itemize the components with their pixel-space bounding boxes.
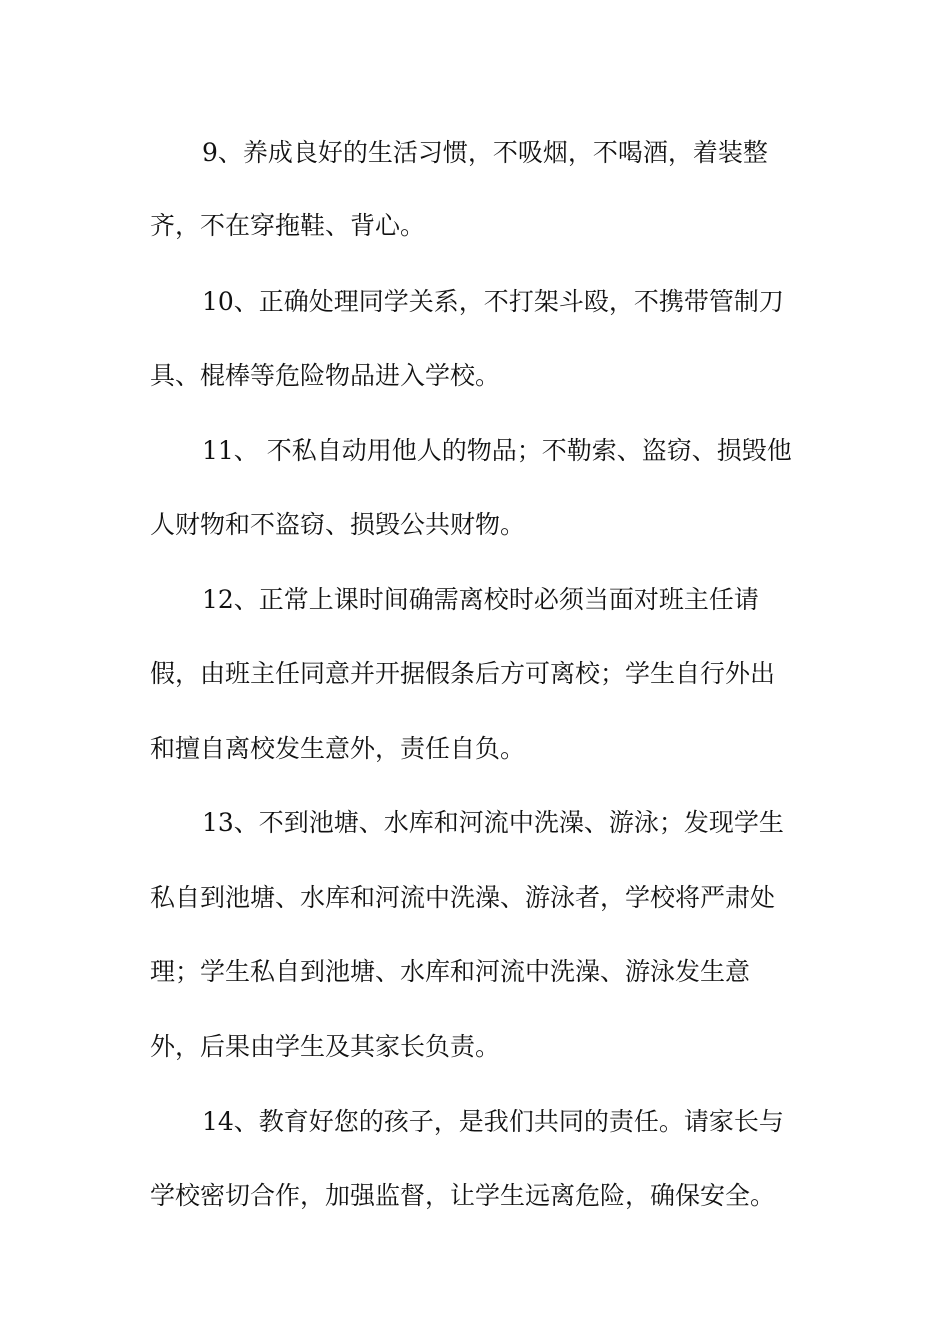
paragraph-13-line-4: 外，后果由学生及其家长负责。	[150, 1032, 501, 1061]
paragraph-12-line-1: 12、正常上课时间确需离校时必须当面对班主任请	[202, 585, 759, 614]
paragraph-9-line-2: 齐，不在穿拖鞋、背心。	[150, 211, 426, 240]
paragraph-10-line-1: 10、正确处理同学关系，不打架斗殴，不携带管制刀	[202, 287, 784, 316]
paragraph-14-line-2: 学校密切合作，加强监督，让学生远离危险，确保安全。	[150, 1181, 776, 1210]
paragraph-9-line-1: 9、养成良好的生活习惯，不吸烟，不喝酒，着装整	[202, 138, 768, 167]
paragraph-13-line-2: 私自到池塘、水库和河流中洗澡、游泳者，学校将严肃处	[150, 883, 776, 912]
paragraph-11-line-1: 11、 不私自动用他人的物品；不勒索、盗窃、损毁他	[202, 436, 792, 465]
paragraph-14-line-1: 14、教育好您的孩子，是我们共同的责任。请家长与	[202, 1107, 784, 1136]
paragraph-11-line-2: 人财物和不盗窃、损毁公共财物。	[150, 510, 526, 539]
paragraph-10-line-2: 具、棍棒等危险物品进入学校。	[150, 361, 501, 390]
paragraph-12-line-2: 假，由班主任同意并开据假条后方可离校；学生自行外出	[150, 659, 776, 688]
paragraph-13-line-3: 理；学生私自到池塘、水库和河流中洗澡、游泳发生意	[150, 957, 751, 986]
paragraph-13-line-1: 13、不到池塘、水库和河流中洗澡、游泳；发现学生	[202, 808, 784, 837]
paragraph-12-line-3: 和擅自离校发生意外，责任自负。	[150, 734, 526, 763]
